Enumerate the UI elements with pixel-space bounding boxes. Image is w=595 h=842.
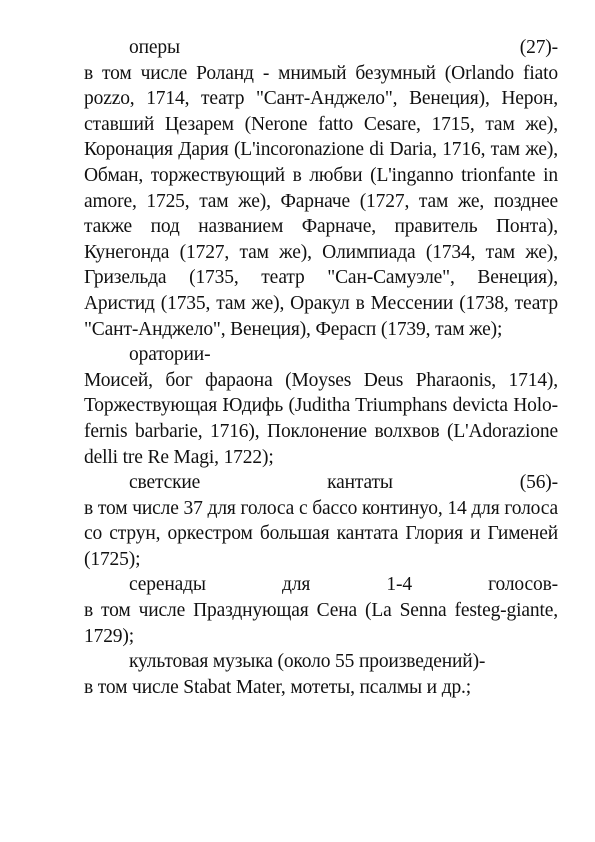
section-heading-cantatas [84, 470, 558, 496]
section-oratorios [84, 342, 558, 470]
section-body-cantatas: в том числе 37 для голоса с бассо континуо, 14 для голоса со струн, оркестром большая кантата Глория и Гименей (1725); [84, 497, 558, 570]
section-heading-serenades [84, 572, 558, 598]
heading-word: (27)- [519, 37, 558, 58]
section-body-operas: в том числе Роланд - мнимый безумный (Orlando fiato pozzo, 1714, театр "Сант-Анджело", Венеция), Нерон, ставший Цезарем (Nerone fatto Cesare, 1715, там же), Коронация Дария (L'incoronazione di Daria, 1716, там же), Обман, торжествующий в любви (L'inganno trionfante in amore, 1725, там же), Фарначе (1727, там же, позднее также под названием Фарначе, правитель Понта), Кунегонда (1727, там же), Олимпиада (1734, там же), Гризельда (1735, театр "Сан-Самуэле", Венеция), Аристид (1735, там же), Оракул в Мессении (1738, театр "Сант-Анджело", Венеция), Ферасп (1739, там же); [84, 62, 558, 340]
heading-word: 1-4 [386, 574, 412, 596]
heading-word: для [282, 574, 311, 596]
section-serenades [84, 572, 558, 649]
section-operas [84, 35, 558, 342]
heading-word: светские [129, 472, 201, 494]
heading-word: голосов- [488, 574, 558, 596]
heading-word: кантаты [327, 472, 393, 494]
document-page [84, 35, 558, 700]
section-body-oratorios: Моисей, бог фараона (Moyses Deus Pharaonis, 1714), Торжествующая Юдифь (Juditha Triumphans devicta Holo-fernis barbarie, 1716), Поклонение волхвов (L'Adorazione delli tre Re Magi, 1722); [84, 369, 558, 468]
section-heading-sacred-music: культовая музыка (около 55 произведений)- [129, 651, 486, 673]
section-sacred-music [84, 649, 558, 700]
heading-word: (56)- [519, 472, 558, 494]
section-body-sacred-music: в том числе Stabat Mater, мотеты, псалмы и др.; [84, 676, 472, 698]
section-heading-operas [84, 35, 558, 61]
heading-word: оперы [129, 37, 180, 58]
section-cantatas [84, 470, 558, 572]
heading-word: серенады [129, 574, 206, 596]
section-heading-oratorios: оратории- [129, 344, 211, 366]
section-body-serenades: в том числе Празднующая Сена (La Senna festeg-giante, 1729); [84, 600, 558, 647]
